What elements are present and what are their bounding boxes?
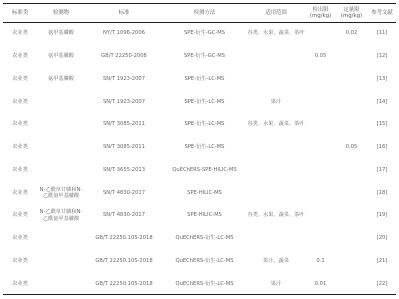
cell-scope: 果汁 — [270, 280, 282, 287]
cell-lod — [306, 204, 335, 227]
cell-scope: 果汁、蔬菜 — [263, 257, 289, 264]
table-row — [3, 68, 396, 91]
cell-lod — [306, 90, 335, 113]
cell-method: SPE-衍生-LC-MS — [184, 98, 225, 105]
cell-loq — [335, 227, 368, 250]
cell-reference: [11] — [376, 30, 388, 37]
header-standard: 标准 — [118, 9, 130, 16]
cell-reference: [22] — [376, 280, 388, 287]
table-row — [3, 159, 396, 182]
cell-reference: [18] — [376, 189, 388, 196]
table-row — [3, 272, 396, 295]
cell-scope — [246, 45, 306, 68]
cell-method: SPE-衍生-LC-MS — [184, 144, 225, 151]
cell-loq — [335, 113, 368, 136]
cell-method: QuEChERS-衍生-LC-MS — [175, 257, 234, 264]
header-loq: 定量限 (mg/kg) — [340, 6, 363, 19]
cell-loq — [335, 45, 368, 68]
cell-reference: [20] — [376, 235, 388, 242]
cell-loq — [335, 159, 368, 182]
cell-analyte — [37, 113, 85, 136]
cell-reference: [19] — [376, 212, 388, 219]
cell-standard: GB/T 22250-2008 — [101, 53, 147, 60]
cell-scope — [246, 68, 306, 91]
cell-category: 农业类 — [12, 75, 28, 82]
cell-method: SPE-衍生-GC-MS — [183, 30, 226, 37]
cell-reference: [12] — [376, 53, 388, 60]
header-analyte: 检测物 — [52, 9, 70, 16]
cell-category: 农业类 — [12, 189, 28, 196]
cell-category: 农业类 — [12, 121, 28, 128]
cell-scope — [246, 159, 306, 182]
cell-analyte: 氨甲基膦酸 — [48, 30, 74, 37]
cell-analyte — [37, 227, 85, 250]
cell-method: SPE-HILIC-MS — [187, 212, 222, 219]
cell-category: 农业类 — [12, 235, 28, 242]
table-row — [3, 136, 396, 159]
cell-category: 农业类 — [12, 30, 28, 37]
standards-table — [3, 4, 396, 295]
cell-lod — [306, 136, 335, 159]
cell-analyte — [37, 136, 85, 159]
cell-method: QuEChERS-衍生-LC-MS — [175, 280, 234, 287]
cell-loq — [335, 90, 368, 113]
header-reference: 参考文献 — [371, 9, 393, 16]
cell-method: QuEChERS-SPE-HILIC-MS — [172, 166, 237, 173]
cell-method: SPE-衍生-LC-MS — [184, 75, 225, 82]
cell-category: 农业类 — [12, 280, 28, 287]
cell-loq — [335, 272, 368, 295]
cell-reference: [14] — [376, 98, 388, 105]
cell-category: 农业类 — [12, 98, 28, 105]
cell-standard: GB/T 22250.105-2018 — [95, 235, 153, 242]
cell-lod — [306, 113, 335, 136]
cell-standard: SN/T 3085-2011 — [102, 144, 145, 151]
cell-analyte — [37, 272, 85, 295]
cell-scope: 谷类、水果、蔬菜、茶叶 — [247, 30, 305, 37]
table-row — [3, 22, 396, 45]
cell-reference: [13] — [376, 75, 388, 82]
cell-standard: SN/T 1923-2007 — [102, 98, 145, 105]
table-row — [3, 227, 396, 250]
cell-standard: NY/T 1096-2006 — [103, 30, 145, 37]
cell-standard: SN/T 3655-2013 — [102, 166, 145, 173]
cell-reference: [16] — [376, 144, 388, 151]
cell-scope — [246, 181, 306, 204]
table-row — [3, 113, 396, 136]
cell-method: QuEChERS-衍生-LC-MS — [175, 235, 234, 242]
cell-lod: 0.05 — [314, 53, 327, 60]
cell-standard: SN/T 3085-2011 — [102, 121, 145, 128]
table-row — [3, 45, 396, 68]
cell-reference: [21] — [376, 257, 388, 264]
cell-lod: 0.1 — [316, 257, 325, 264]
cell-lod — [306, 159, 335, 182]
cell-loq — [335, 250, 368, 273]
cell-loq: 0.02 — [345, 30, 358, 37]
cell-scope: 谷类、水果、蔬菜、茶叶 — [247, 121, 305, 128]
header-category: 标准类 — [11, 9, 29, 16]
cell-category: 农业类 — [12, 144, 28, 151]
cell-loq — [335, 204, 368, 227]
cell-loq — [335, 68, 368, 91]
cell-category: 农业类 — [12, 212, 28, 219]
cell-category: 农业类 — [12, 257, 28, 264]
cell-lod — [306, 68, 335, 91]
cell-scope — [246, 136, 306, 159]
cell-analyte — [37, 90, 85, 113]
cell-scope: 谷类、水果、蔬菜、茶叶 — [247, 212, 305, 219]
cell-lod: 0.01 — [314, 280, 327, 287]
cell-method: SPE-HILIC-MS — [187, 189, 222, 196]
cell-analyte — [37, 159, 85, 182]
cell-loq — [335, 181, 368, 204]
table-header-row — [3, 4, 396, 22]
cell-scope: 果汁 — [270, 98, 282, 105]
cell-method: SPE-衍生-LC-MS — [184, 121, 225, 128]
cell-standard: GB/T 22250.105-2018 — [95, 257, 153, 264]
header-lod: 检出限 (mg/kg) — [309, 6, 332, 19]
table-body — [3, 22, 396, 295]
cell-category: 农业类 — [12, 166, 28, 173]
cell-lod — [306, 181, 335, 204]
cell-lod — [306, 22, 335, 45]
table-row — [3, 181, 396, 204]
cell-loq: 0.05 — [345, 144, 358, 151]
table-row — [3, 250, 396, 273]
cell-lod — [306, 227, 335, 250]
cell-category: 农业类 — [12, 53, 28, 60]
cell-analyte: 氨甲基膦酸 — [48, 53, 74, 60]
cell-reference: [15] — [376, 121, 388, 128]
cell-reference: [17] — [376, 166, 388, 173]
header-scope: 适用范围 — [265, 9, 287, 16]
table-row — [3, 204, 396, 227]
cell-analyte: 氨甲基膦酸 — [48, 75, 74, 82]
cell-standard: SN/T 4830-2017 — [102, 212, 145, 219]
cell-standard: SN/T 4830-2017 — [102, 189, 145, 196]
cell-method: SPE-衍生-GC-MS — [183, 53, 226, 60]
cell-scope — [246, 227, 306, 250]
cell-analyte — [37, 250, 85, 273]
cell-analyte: N-乙酰草甘膦和N-乙酰氨甲基膦酸 — [39, 186, 83, 199]
table-row — [3, 90, 396, 113]
cell-analyte: N-乙酰草甘膦和N-乙酰氨甲基膦酸 — [39, 209, 83, 222]
cell-standard: SN/T 1923-2007 — [102, 75, 145, 82]
cell-standard: GB/T 22250.105-2018 — [95, 280, 153, 287]
header-method: 检测方法 — [193, 9, 216, 16]
